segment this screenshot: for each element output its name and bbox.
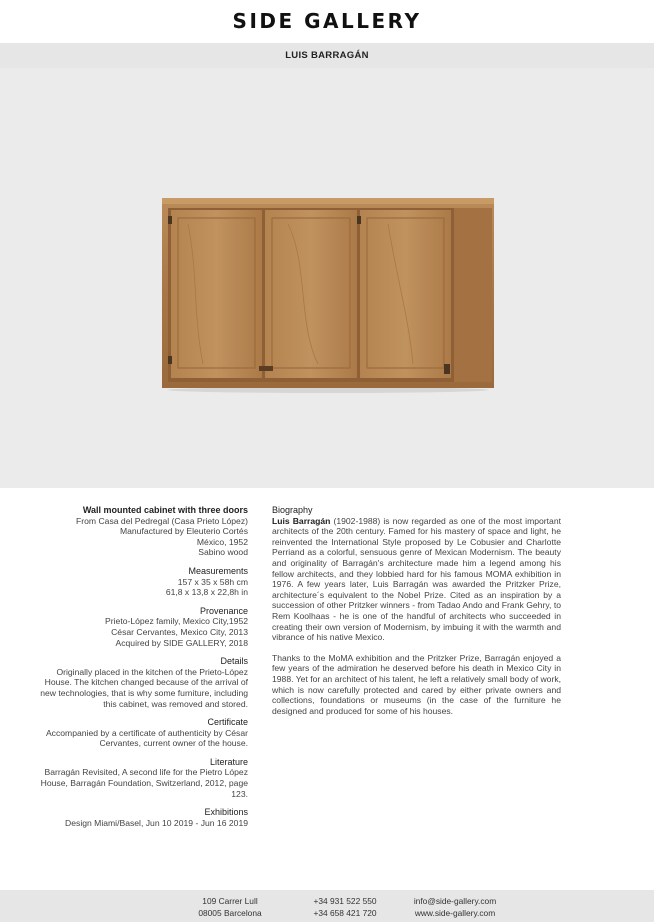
certificate-title: Certificate <box>207 717 248 728</box>
literature-section <box>30 757 248 799</box>
artwork-photo <box>0 68 654 488</box>
footer-address <box>170 895 290 919</box>
footer <box>0 890 654 922</box>
address-line: 109 Carrer Lull <box>202 896 258 906</box>
measurement-line: 157 x 35 x 58h cm <box>177 576 248 587</box>
provenance-line: César Cervantes, Mexico City, 2013 <box>111 626 248 637</box>
artist-name: LUIS BARRAGÁN <box>285 50 369 61</box>
brand-logo: SIDE GALLERY <box>232 9 422 33</box>
certificate-text: Accompanied by a certificate of authenticity by César Cervantes, current owner of the house. <box>45 727 248 749</box>
footer-phones <box>285 895 405 919</box>
details-section <box>30 656 248 709</box>
biography-section <box>272 505 561 726</box>
biography-text: (1902-1988) is now regarded as one of the most important architects of the 20th century. Famed for his mastery of space and light, he reinvented the International Style proposed by Le Cobusier and Charlotte Perriand as a colorful, sensuous genre of Mexican Modernism. The beauty and originality of Barragán's architecture made him a legend among his fellow architects, and they lobbied hard for his famous MOMA exhibition in 1976. A few years later, Luis Barragán was awarded the Pritzker Prize, architecture´s equivalent to the Nobel Prize. Cited as an inspiration by a succession of other Pritzker winners - from Tadao Ando and Frank Gehry, to Rem Koolhaas - he is one of the handful of architects who succeeded in creating their own version of Modernism, by imbuing it with the warmth and vibrance of his native Mexico. <box>272 515 561 643</box>
biography-paragraph-1 <box>272 516 561 643</box>
provenance-line: Acquired by SIDE GALLERY, 2018 <box>115 637 248 648</box>
biography-name: Luis Barragán <box>272 515 331 526</box>
certificate-section <box>30 717 248 749</box>
footer-web <box>395 895 515 919</box>
literature-title: Literature <box>209 756 248 767</box>
details-text: Originally placed in the kitchen of the Prieto-López House. The kitchen changed because of the arrival of new technologies, that is why some furniture, including this cabinet, was removed and stored. <box>40 666 248 709</box>
details-title: Details <box>220 656 248 667</box>
exhibitions-text: Design Miami/Basel, Jun 10 2019 - Jun 16 2019 <box>65 817 248 828</box>
address-line: 08005 Barcelona <box>198 908 262 918</box>
email-link[interactable]: info@side-gallery.com <box>413 896 497 906</box>
measurements-section <box>30 566 248 598</box>
website-link[interactable]: www.side-gallery.com <box>414 908 496 918</box>
exhibitions-title: Exhibitions <box>204 807 248 818</box>
phone-link[interactable]: +34 931 522 550 <box>313 896 377 906</box>
provenance-title: Provenance <box>199 605 248 616</box>
provenance-section <box>30 606 248 648</box>
exhibitions-section <box>30 807 248 828</box>
biography-paragraph-2: Thanks to the MoMA exhibition and the Pritzker Prize, Barragán enjoyed a few years of the admiration he deserved before his death in Mexico City in 1988. Yet for an architect of his talent, he left a relatively small body of work, which is now carefully protected and cared by either private owners and collections, foundations or museums (in the case of the furniture he designed and produced for some of his houses. <box>272 652 562 716</box>
provenance-line: Prieto-López family, Mexico City,1952 <box>105 616 248 627</box>
artist-band <box>0 43 654 68</box>
artwork-info <box>30 505 248 558</box>
measurements-title: Measurements <box>188 565 248 576</box>
origin-line: México, 1952 <box>196 536 248 547</box>
origin-line: Sabino wood <box>198 547 248 558</box>
measurement-line: 61,8 x 13,8 x 22,8h in <box>165 587 248 598</box>
origin-line: From Casa del Pedregal (Casa Prieto López) <box>76 515 248 526</box>
artwork-title: Wall mounted cabinet with three doors <box>82 505 248 515</box>
cabinet-image <box>158 194 498 394</box>
biography-title: Biography <box>272 505 313 515</box>
origin-line: Manufactured by Eleuterio Cortés <box>119 526 248 537</box>
literature-text: Barragán Revisited, A second life for the Pietro López House, Barragán Foundation, Switzerland, 2012, page 123. <box>40 767 248 799</box>
phone-link[interactable]: +34 658 421 720 <box>313 908 377 918</box>
artwork-details <box>30 505 248 836</box>
